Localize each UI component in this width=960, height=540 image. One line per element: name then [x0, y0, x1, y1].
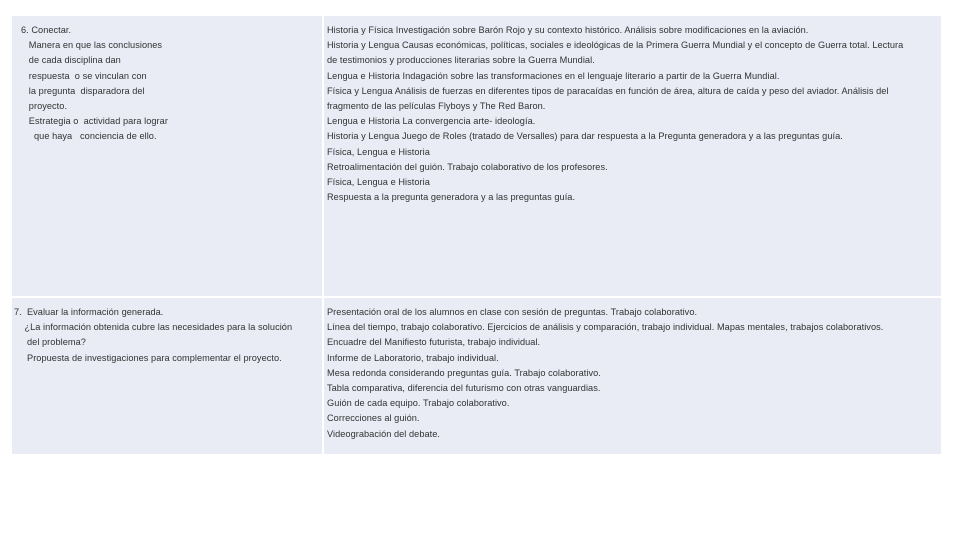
step-6-activities-cell	[324, 16, 941, 296]
step-7-activity-line: Línea del tiempo, trabajo colaborativo. Ejercicios de análisis y comparación, trabajo individual. Mapas mentales, trabajos colaborativos.	[327, 322, 884, 333]
step-6-activity-line: Respuesta a la pregunta generadora y a las preguntas guía.	[327, 192, 576, 203]
step-6-title: 6. Conectar.	[21, 25, 72, 35]
step-7-activity-line: Correcciones al guión.	[327, 413, 420, 424]
step-6-text-line: respuesta o se vinculan con	[21, 70, 147, 81]
table-row-step-7	[12, 298, 941, 454]
step-6-activity-line: Retroalimentación del guión. Trabajo colaborativo de los profesores.	[327, 161, 608, 172]
step-6-text-line: Estrategia o actividad para lograr	[21, 116, 168, 127]
step-6-text-line: la pregunta disparadora del	[21, 85, 145, 96]
step-7-activity-line: Mesa redonda considerando preguntas guía. Trabajo colaborativo.	[327, 367, 601, 378]
step-6-activity-line: Física, Lengua e Historia	[327, 177, 430, 188]
step-6-text-line: que haya conciencia de ello.	[21, 131, 157, 142]
step-6-text-line: de cada disciplina dan	[21, 55, 121, 66]
step-7-activity-line: Guión de cada equipo. Trabajo colaborativo.	[327, 398, 510, 409]
step-7-description-cell	[12, 298, 322, 454]
step-6-activity-line: Historia y Lengua Causas económicas, políticas, sociales e ideológicas de la Primera Guerra Mundial y el concepto de Guerra total. Lectura	[327, 40, 904, 51]
step-6-activity-line: Historia y Lengua Juego de Roles (tratado de Versalles) para dar respuesta a la Pregunta generadora y a las preguntas guía.	[327, 131, 843, 142]
step-6-text-line: proyecto.	[21, 101, 68, 112]
step-7-activity-line: Informe de Laboratorio, trabajo individual.	[327, 352, 499, 363]
step-7-activity-line: Tabla comparativa, diferencia del futurismo con otras vanguardias.	[327, 383, 601, 394]
step-7-activity-line: Presentación oral de los alumnos en clase con sesión de preguntas. Trabajo colaborativo.	[327, 307, 698, 317]
step-6-activity-line: Física y Lengua Análisis de fuerzas en diferentes tipos de paracaídas en función de área, altura de caída y peso del aviador. Análisis del	[327, 85, 889, 96]
activity-table	[12, 16, 941, 454]
step-7-activity-line: Videograbación del debate.	[327, 428, 441, 439]
step-6-activity-line: Lengua e Historia Indagación sobre las transformaciones en el lenguaje literario a partir de la Guerra Mundial.	[327, 70, 780, 81]
step-6-activity-line: Física, Lengua e Historia	[327, 146, 430, 157]
step-6-activity-line: Lengua e Historia La convergencia arte- ideología.	[327, 116, 536, 127]
table-row-step-6	[12, 16, 941, 296]
step-7-activity-line: Encuadre del Manifiesto futurista, trabajo individual.	[327, 337, 541, 348]
step-6-activity-line: Historia y Física Investigación sobre Barón Rojo y su contexto histórico. Análisis sobre modificaciones en la aviación.	[327, 25, 809, 35]
step-6-description-cell	[12, 16, 322, 296]
step-7-text-line: Propuesta de investigaciones para complementar el proyecto.	[14, 352, 282, 363]
step-7-activities-cell	[324, 298, 941, 454]
step-6-text-line: Manera en que las conclusiones	[21, 40, 163, 51]
step-6-activity-line: de testimonios y producciones literarias sobre la Guerra Mundial.	[327, 55, 595, 66]
step-6-activity-line: fragmento de las películas Flyboys y The Red Baron.	[327, 101, 546, 112]
step-7-title: 7. Evaluar la información generada.	[14, 307, 164, 317]
step-7-text-line: del problema?	[14, 337, 86, 348]
step-7-text-line: ¿La información obtenida cubre las necesidades para la solución	[14, 322, 293, 333]
